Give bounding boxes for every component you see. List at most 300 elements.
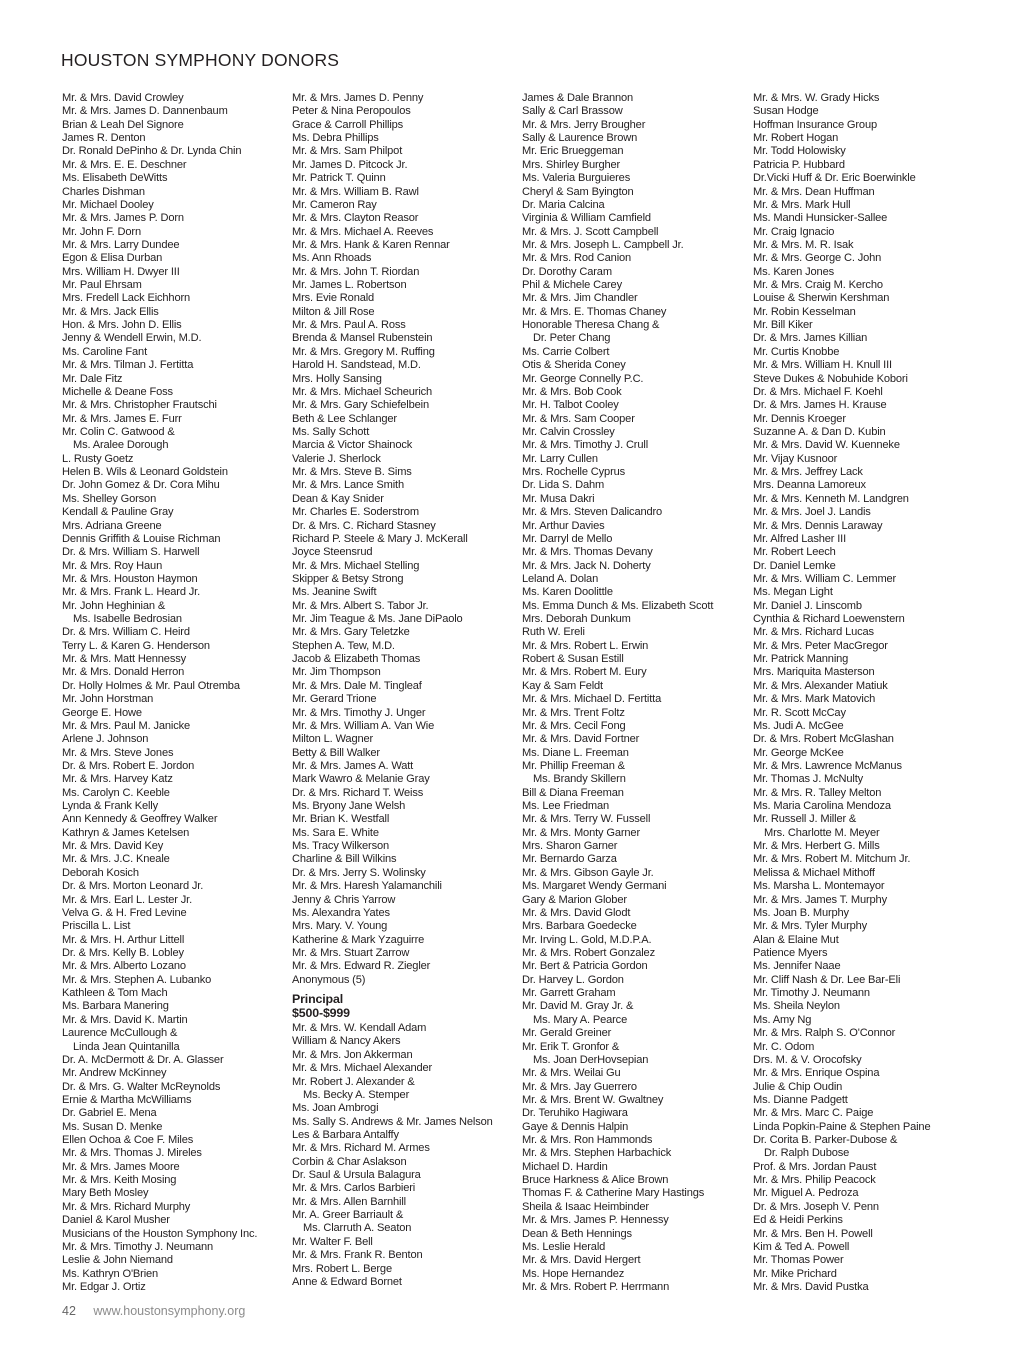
donor-name: Ms. Jeanine Swift [292,586,377,599]
page-title: HOUSTON SYMPHONY DONORS [61,50,340,70]
donor-name: Dr. A. McDermott & Dr. A. Glasser [62,1053,224,1066]
donor-name: Mr. & Mrs. Lawrence McManus [753,759,902,772]
donor-name: Dr. & Mrs. William S. Harwell [62,546,200,559]
donor-name: Marcia & Victor Shainock [292,439,413,452]
donor-name: Mr. & Mrs. Dennis Laraway [753,519,883,532]
page-number: 42 [62,1304,76,1318]
donor-name: Mr. Eric Brueggeman [522,145,624,158]
donor-name: Mr. & Mrs. Stephen Harbachick [522,1147,672,1160]
donor-name: Mr. & Mrs. David Key [62,840,164,853]
donor-name: Mr. & Mrs. J. Scott Campbell [522,225,659,238]
donor-name: Leland A. Dolan [522,572,599,585]
donor-name: Drs. M. & V. Orocofsky [753,1053,862,1066]
donor-name: Mr. & Mrs. Enrique Ospina [753,1067,880,1080]
donor-name: Ms. Barbara Manering [62,1000,169,1013]
donor-name: Mr. Cliff Nash & Dr. Lee Bar-Eli [753,973,901,986]
donor-name: Mr. & Mrs. James P. Dorn [62,212,184,225]
donor-name: James & Dale Brannon [522,92,634,104]
donor-name: Ms. Joan B. Murphy [753,906,849,919]
donor-name: Mr. & Mrs. David K. Martin [62,1013,188,1026]
donor-name: Dennis Griffith & Louise Richman [62,532,221,545]
donor-name: Mr. & Mrs. Robert P. Herrmann [522,1280,670,1293]
donor-name: Dr. Maria Calcina [522,198,605,211]
donor-name: Mr. & Mrs. Herbert G. Mills [753,840,880,853]
donor-name: Mr. & Mrs. William H. Knull III [753,359,892,372]
donor-name: Mr. & Mrs. Michael Stelling [292,559,420,572]
donor-name: Sally & Laurence Brown [522,132,638,145]
donor-name: Dr. Teruhiko Hagiwara [522,1107,628,1120]
donor-name: Egon & Elisa Durban [62,252,163,265]
donor-name: Ms. Brandy Skillern [533,773,626,786]
donor-name: Mrs. Rochelle Cyprus [522,466,626,479]
donor-name: Mr. & Mrs. William C. Lemmer [753,572,897,585]
donor-name: Ms. Becky A. Stemper [303,1088,410,1101]
donor-name: Terry L. & Karen G. Henderson [62,639,210,652]
donor-name: Hoffman Insurance Group [753,118,877,131]
donor-name: Ms. Bryony Jane Welsh [292,800,406,813]
donor-name: Ms. Emma Dunch & Ms. Elizabeth Scott [522,599,714,612]
donor-name: Gary & Marion Glober [522,893,627,906]
donor-name: Mr. & Mrs. Jon Akkerman [292,1048,413,1061]
donor-name: Mr. H. Talbot Cooley [522,399,619,412]
donor-name: Dr. & Mrs. James H. Krause [753,399,887,412]
donor-name: Kim & Ted A. Powell [753,1240,850,1253]
donor-name: Ms. Mandi Hunsicker-Sallee [753,212,888,225]
donor-name: Musicians of the Houston Symphony Inc. [62,1227,258,1240]
donor-name: Mr. Brian K. Westfall [292,813,390,826]
donor-name: Ms. Isabelle Bedrosian [73,613,182,626]
donor-name: Mary Beth Mosley [62,1187,149,1200]
donor-name: Kathleen & Tom Mach [62,987,168,1000]
donor-name: Mr. Paul Ehrsam [62,279,142,292]
donor-name: Mr. Edgar J. Ortiz [62,1280,146,1293]
donor-name: Ms. Megan Light [753,586,833,599]
donor-name: Mr. & Mrs. James D. Dannenbaum [62,105,228,118]
donor-name: Dr. Peter Chang [533,332,611,345]
donor-name: Ms. Shelley Gorson [62,492,157,505]
donor-name: Ms. Alexandra Yates [292,906,390,919]
donor-name: Ms. Joan DerHovsepian [533,1053,649,1066]
donor-name: Mr. & Mrs. Edward R. Ziegler [292,960,431,973]
donor-name: Mr. Dale Fitz [62,372,123,385]
donor-name: Joyce Steensrud [292,546,373,559]
donor-name: Mrs. Deborah Dunkum [522,613,631,626]
donor-name: Ms. Tracy Wilkerson [292,840,390,853]
donor-column-2 [292,92,520,1289]
donor-name: Dr. & Mrs. Michael F. Koehl [753,385,883,398]
page-footer [62,1304,245,1318]
donor-name: Mr. Alfred Lasher III [753,532,847,545]
donor-name: Skipper & Betsy Strong [292,572,404,585]
donor-name: Mr. & Mrs. Michael Scheurich [292,385,433,398]
donor-name: Mr. & Mrs. Dale M. Tingleaf [292,679,422,692]
donor-name: Mr. Darryl de Mello [522,532,613,545]
donor-name: Dr.Vicki Huff & Dr. Eric Boerwinkle [753,172,916,185]
donor-name: Mr. C. Odom [753,1040,815,1053]
donor-name: Mr. Colin C. Gatwood & [62,425,175,438]
donor-name: Mr. & Mrs. James D. Penny [292,92,424,104]
donor-name: Suzanne A. & Dan D. Kubin [753,425,886,438]
donor-name: Mr. Thomas J. McNulty [753,773,864,786]
donor-name: Leslie & John Niemand [62,1254,173,1267]
donor-name: Dr. Dorothy Caram [522,265,612,278]
donor-name: Richard P. Steele & Mary J. McKerall [292,532,468,545]
donor-name: Mr. & Mrs. Gibson Gayle Jr. [522,866,654,879]
donor-name: Ms. Dianne Padgett [753,1093,848,1106]
donor-name: Mrs. Fredell Lack Eichhorn [62,292,191,305]
donor-name: Brenda & Mansel Rubenstein [292,332,433,345]
donor-name: Daniel & Karol Musher [62,1214,170,1227]
donor-name: Katherine & Mark Yzaguirre [292,933,425,946]
donor-name: Ellen Ochoa & Coe F. Miles [62,1134,194,1147]
donor-name: Mr. & Mrs. James A. Watt [292,759,414,772]
donor-name: Mr. & Mrs. Michael A. Reeves [292,225,434,238]
donor-name: Priscilla L. List [62,920,131,933]
donor-name: Mr. & Mrs. Haresh Yalamanchili [292,880,442,893]
donor-name: Dr. Holly Holmes & Mr. Paul Otremba [62,679,240,692]
donor-name: Dr. & Mrs. Kelly B. Lobley [62,947,184,959]
donor-name: Mr. & Mrs. Alberto Lozano [62,960,186,973]
donor-name: Mr. Irving L. Gold, M.D.P.A. [522,933,652,946]
donor-name: Valerie J. Sherlock [292,452,381,465]
donor-name: Dr. & Mrs. Richard T. Weiss [292,786,424,799]
donor-name: Lynda & Frank Kelly [62,800,159,813]
donor-name: Dr. & Mrs. Jerry S. Wolinsky [292,866,426,879]
donor-name: Gaye & Dennis Halpin [522,1120,629,1133]
donor-name: Mr. Larry Cullen [522,452,598,465]
donor-name: Ms. Susan D. Menke [62,1120,163,1133]
donor-name: Mr. John Horstman [62,693,154,706]
donor-name: Mr. & Mrs. Hank & Karen Rennar [292,238,450,251]
donor-name: Ms. Karen Jones [753,265,834,278]
donor-name: Mr. & Mrs. Michael Alexander [292,1062,433,1075]
donor-name: Mr. Craig Ignacio [753,225,835,238]
donor-name: Ms. Judi A. McGee [753,719,844,732]
donor-name: Mr. Robin Kesselman [753,305,856,318]
donor-name: Mr. & Mrs. Rod Canion [522,252,632,265]
donor-name: Mr. & Mrs. Marc C. Paige [753,1107,874,1120]
donor-name: Mr. & Mrs. Kenneth M. Landgren [753,492,909,505]
donor-name: Mr. & Mrs. David Glodt [522,906,631,919]
donor-name: Mr. & Mrs. J.C. Kneale [62,853,170,866]
donor-name: Mr. & Mrs. Gregory M. Ruffing [292,345,435,358]
donor-name: Mr. & Mrs. Steve B. Sims [292,466,412,479]
donor-name: Mr. John F. Dorn [62,225,141,238]
donor-name: Sally & Carl Brassow [522,105,623,118]
donor-name: Hon. & Mrs. John D. Ellis [62,319,182,332]
donor-name: Dr. Daniel Lemke [753,559,836,572]
website-url[interactable]: www.houstonsymphony.org [93,1304,246,1318]
donor-name: Mr. Gerard Trione [292,693,377,706]
donor-name: Mr. & Mrs. H. Arthur Littell [62,933,185,946]
donor-name: Dr. & Mrs. Joseph V. Penn [753,1200,879,1213]
donor-name: Mr. John Heghinian & [62,599,166,612]
donor-name: Peter & Nina Peropoulos [292,105,411,118]
donor-name: Mr. Cameron Ray [292,198,377,211]
donor-name: Dr. & Mrs. C. Richard Stasney [292,519,436,532]
donor-name: Mr. & Mrs. Gary Schiefelbein [292,399,429,412]
donor-name: Patricia P. Hubbard [753,158,845,171]
donor-name: Mr. & Mrs. Richard Murphy [62,1200,191,1213]
donor-name: Mr. & Mrs. George C. John [753,252,882,265]
donor-name: Mr. Daniel J. Linscomb [753,599,862,612]
donor-name: Ms. Aralee Dorough [73,439,169,452]
donor-name: Ms. Margaret Wendy Germani [522,880,667,893]
donor-name: Louise & Sherwin Kershman [753,292,890,305]
donor-name: Mr. & Mrs. Trent Foltz [522,706,625,719]
donor-name: Mr. R. Scott McCay [753,706,846,719]
donor-name: Otis & Sherida Coney [522,359,626,372]
donor-name: Mr. & Mrs. Donald Herron [62,666,185,679]
donor-name: Ms. Ann Rhoads [292,252,372,265]
donor-name: Mr. & Mrs. James T. Murphy [753,893,887,906]
donor-name: Mr. & Mrs. Lance Smith [292,479,404,492]
donor-name: Mr. Calvin Crossley [522,425,615,438]
donor-name: Cynthia & Richard Loewenstern [753,613,905,626]
donor-name: Mr. & Mrs. Alexander Matiuk [753,679,888,692]
donor-name: William & Nancy Akers [292,1035,401,1048]
donor-name: Mr. & Mrs. James Moore [62,1160,180,1173]
donor-name: Mr. Patrick T. Quinn [292,172,386,185]
donor-name: Mr. Walter F. Bell [292,1235,373,1248]
donor-name: Mr. George Connelly P.C. [522,372,644,385]
donor-name: Linda Jean Quintanilla [73,1040,180,1053]
donor-name: Ms. Sara E. White [292,826,379,839]
donor-name: Mr. Gerald Greiner [522,1027,612,1040]
donor-name: Mr. & Mrs. Timothy J. Neumann [62,1240,213,1253]
donor-name: Mr. & Mrs. Thomas J. Mireles [62,1147,202,1160]
donor-name: Mr. & Mrs. Weilai Gu [522,1067,621,1080]
donor-name: Mr. & Mrs. Mark Hull [753,198,851,211]
donor-name: Ms. Sheila Neylon [753,1000,840,1013]
donor-name: Mr. & Mrs. Jack Ellis [62,305,159,318]
donor-name: Mr. & Mrs. Jim Chandler [522,292,638,305]
donor-name: Mr. Patrick Manning [753,653,849,666]
donor-name: Ms. Hope Hernandez [522,1267,625,1280]
donor-name: Mr. & Mrs. Jeffrey Lack [753,466,863,479]
donor-name: Ms. Elisabeth DeWitts [62,172,168,185]
donor-name: Ms. Leslie Herald [522,1240,606,1253]
donor-name: Mr. & Mrs. Ben H. Powell [753,1227,873,1240]
donor-name: Dr. Saul & Ursula Balagura [292,1169,421,1182]
donor-name: Mr. & Mrs. Richard Lucas [753,626,874,639]
donor-name: Mr. & Mrs. David Fortner [522,733,640,746]
donor-name: Mr. & Mrs. Steven Dalicandro [522,506,663,519]
donor-name: Mr. & Mrs. David Pustka [753,1280,869,1293]
donor-name: Charles Dishman [62,185,145,198]
donor-name: Jenny & Chris Yarrow [292,893,396,906]
donor-name: Mr. James L. Robertson [292,279,407,292]
donor-name: Mr. Garrett Graham [522,987,616,1000]
donor-name: Mr. Arthur Davies [522,519,605,532]
donor-name: Susan Hodge [753,105,819,118]
donor-name: Cheryl & Sam Byington [522,185,634,198]
donor-name: Mr. Phillip Freeman & [522,759,625,772]
donor-name: Mr. & Mrs. Timothy J. Unger [292,706,426,719]
donor-name: Mr. Bill Kiker [753,319,813,332]
donor-name: Ms. Marsha L. Montemayor [753,880,885,893]
donor-name: Mr. & Mrs. Stephen A. Lubanko [62,973,212,986]
donor-name: Mr. & Mrs. Thomas Devany [522,546,653,559]
donor-name: Kathryn & James Ketelsen [62,826,190,839]
donor-name: Mr. & Mrs. Matt Hennessy [62,653,187,666]
donor-name: Mr. & Mrs. Ron Hammonds [522,1134,653,1147]
donor-name: Laurence McCullough & [62,1027,178,1040]
donor-name: Mr. & Mrs. Joel J. Landis [753,506,871,519]
donor-name: Ms. Carolyn C. Keeble [62,786,170,799]
donor-name: Mr. Timothy J. Neumann [753,987,870,1000]
donor-name: Mr. & Mrs. Allen Barnhill [292,1195,407,1208]
donor-name: Charline & Bill Wilkins [292,853,397,866]
donor-column-3 [522,92,750,1294]
donor-name: Milton L. Wagner [292,733,374,746]
donor-name: Mr. & Mrs. Steve Jones [62,746,174,759]
donor-name: Thomas F. & Catherine Mary Hastings [522,1187,705,1200]
donor-name: Mr. & Mrs. M. R. Isak [753,238,854,251]
donor-name: Beth & Lee Schlanger [292,412,397,425]
donor-name: Mr. Dennis Kroeger [753,412,846,425]
donor-name: Ms. Karen Doolittle [522,586,613,599]
donor-name: Bruce Harkness & Alice Brown [522,1174,669,1187]
donor-name: Mr. & Mrs. James E. Furr [62,412,182,425]
donor-name: Mr. & Mrs. Ralph S. O'Connor [753,1027,896,1040]
donor-name: Mr. & Mrs. E. E. Deschner [62,158,187,171]
donor-name: Mr. & Mrs. Mark Matovich [753,693,876,706]
donor-name: Mr. & Mrs. Stuart Zarrow [292,947,410,959]
donor-name: Mr. & Mrs. Terry W. Fussell [522,813,651,826]
donor-name: Patience Myers [753,947,828,959]
donor-name: Mr. & Mrs. W. Grady Hicks [753,92,880,104]
donor-name: Prof. & Mrs. Jordan Paust [753,1160,877,1173]
donor-name: Les & Barbara Antalffy [292,1128,399,1141]
donor-name: Mr. & Mrs. Carlos Barbieri [292,1182,416,1195]
donor-name: Sheila & Isaac Heimbinder [522,1200,649,1213]
donor-name: Mr. Jim Thompson [292,666,381,679]
donor-name: Mr. & Mrs. Albert S. Tabor Jr. [292,599,429,612]
donor-name: Ms. Lee Friedman [522,800,610,813]
donor-name: Ms. Kathryn O'Brien [62,1267,159,1280]
donor-name: Dr. & Mrs. Morton Leonard Jr. [62,880,204,893]
donor-name: Mr. & Mrs. David Crowley [62,92,184,104]
donor-name: Mr. Charles E. Soderstrom [292,506,419,519]
donor-name: Dean & Kay Snider [292,492,384,505]
donor-name: Dr. Ronald DePinho & Dr. Lynda Chin [62,145,242,158]
donor-name: Mrs. Holly Sansing [292,372,382,385]
donor-name: Dr. & Mrs. Robert E. Jordon [62,759,195,772]
donor-name: George E. Howe [62,706,142,719]
donor-name: Mr. & Mrs. R. Talley Melton [753,786,882,799]
donor-name: Mr. Mike Prichard [753,1267,837,1280]
donor-name: Mr. & Mrs. Robert Gonzalez [522,947,655,959]
donor-name: Mr. Thomas Power [753,1254,844,1267]
donor-name: Mr. & Mrs. David W. Kuenneke [753,439,900,452]
donor-name: Betty & Bill Walker [292,746,380,759]
donor-name: Mr. Bernardo Garza [522,853,617,866]
donor-name: Mr. & Mrs. Robert L. Erwin [522,639,649,652]
donor-name: Mr. & Mrs. Houston Haymon [62,572,198,585]
donor-name: Mr. & Mrs. Bob Cook [522,385,622,398]
donor-name: Mrs. William H. Dwyer III [62,265,180,278]
donor-name: Anne & Edward Bornet [292,1275,402,1288]
donor-name: Mr. & Mrs. Michael D. Fertitta [522,693,662,706]
donor-name: Ms. Diane L. Freeman [522,746,629,759]
donor-name: Grace & Carroll Phillips [292,118,404,131]
donor-name: Michelle & Deane Foss [62,385,173,398]
donor-name: Mr. & Mrs. Sam Cooper [522,412,635,425]
donor-name: Mr. & Mrs. Robert M. Mitchum Jr. [753,853,911,866]
donor-name: Dean & Beth Hennings [522,1227,632,1240]
donor-name: Mr. & Mrs. Jerry Brougher [522,118,646,131]
donor-name: Mr. & Mrs. William A. Van Wie [292,719,435,732]
donor-name: Ms. Sally Schott [292,425,370,438]
donor-name: Velva G. & H. Fred Levine [62,906,187,919]
donor-name: Alan & Elaine Mut [753,933,839,946]
donor-name: Mr. & Mrs. Brent W. Gwaltney [522,1093,664,1106]
donor-name: Dr. Ralph Dubose [764,1147,850,1160]
donor-name: Ms. Maria Carolina Mendoza [753,800,891,813]
donor-name: Ms. Joan Ambrogi [292,1102,379,1115]
donor-name: Ruth W. Ereli [522,626,585,639]
donor-name: Mrs. Adriana Greene [62,519,162,532]
donor-name: Mrs. Shirley Burgher [522,158,621,171]
donor-name: Kay & Sam Feldt [522,679,603,692]
donor-name: Dr. Lida S. Dahm [522,479,605,492]
donor-name: Mr. & Mrs. William B. Rawl [292,185,419,198]
donor-name: Linda Popkin-Paine & Stephen Paine [753,1120,931,1133]
donor-name: Jenny & Wendell Erwin, M.D. [62,332,202,345]
donor-name: Mr. & Mrs. James P. Hennessy [522,1214,669,1227]
donor-name: Mr. George McKee [753,746,844,759]
donor-name: Mr. & Mrs. Larry Dundee [62,238,180,251]
donor-name: Corbin & Char Aslakson [292,1155,407,1168]
donor-name: Mrs. Evie Ronald [292,292,375,305]
donor-name: Mr. Vijay Kusnoor [753,452,838,465]
donor-name: Mr. & Mrs. Robert M. Eury [522,666,647,679]
donor-name: Dr. & Mrs. G. Walter McReynolds [62,1080,221,1093]
donor-name: Kendall & Pauline Gray [62,506,174,519]
donor-name: Ms. Carrie Colbert [522,345,610,358]
donor-name: Mr. & Mrs. Cecil Fong [522,719,626,732]
donor-name: Mr. & Mrs. Timothy J. Crull [522,439,649,452]
donor-name: Jacob & Elizabeth Thomas [292,653,421,666]
donor-name: Mr. & Mrs. Richard M. Armes [292,1142,430,1155]
donor-name: Virginia & William Camfield [522,212,651,225]
donor-name: Stephen A. Tew, M.D. [292,639,395,652]
donor-name: Bill & Diana Freeman [522,786,624,799]
donor-name: Mr. & Mrs. Craig M. Kercho [753,279,883,292]
donor-name: Mark Wawro & Melanie Gray [292,773,430,786]
donor-name: Michael D. Hardin [522,1160,608,1173]
donor-name: Mr. Robert J. Alexander & [292,1075,415,1088]
donor-name: Mr. Jim Teague & Ms. Jane DiPaolo [292,613,463,626]
section-range-principal: $500-$999 [292,1005,350,1020]
donor-name: Mr. & Mrs. Frank L. Heard Jr. [62,586,201,599]
donor-name: Mr. James D. Pitcock Jr. [292,158,408,171]
donor-name: Mr. & Mrs. Harvey Katz [62,773,173,786]
donor-list-continued [292,92,520,987]
donor-name: Mr. & Mrs. Frank R. Benton [292,1249,423,1262]
principal-donor-list [292,1022,520,1289]
donor-name: Helen B. Wils & Leonard Goldstein [62,466,228,479]
donor-name: Mr. & Mrs. Sam Philpot [292,145,403,158]
donor-name: Steve Dukes & Nobuhide Kobori [753,372,908,385]
donor-name: Honorable Theresa Chang & [522,319,660,332]
donor-name: Brian & Leah Del Signore [62,118,184,131]
donor-name: Mr. David M. Gray Jr. & [522,1000,634,1013]
donor-name: Ms. Mary A. Pearce [533,1013,628,1026]
donor-name: Mr. & Mrs. Monty Garner [522,826,640,839]
donor-name: Mr. & Mrs. Philip Peacock [753,1174,876,1187]
